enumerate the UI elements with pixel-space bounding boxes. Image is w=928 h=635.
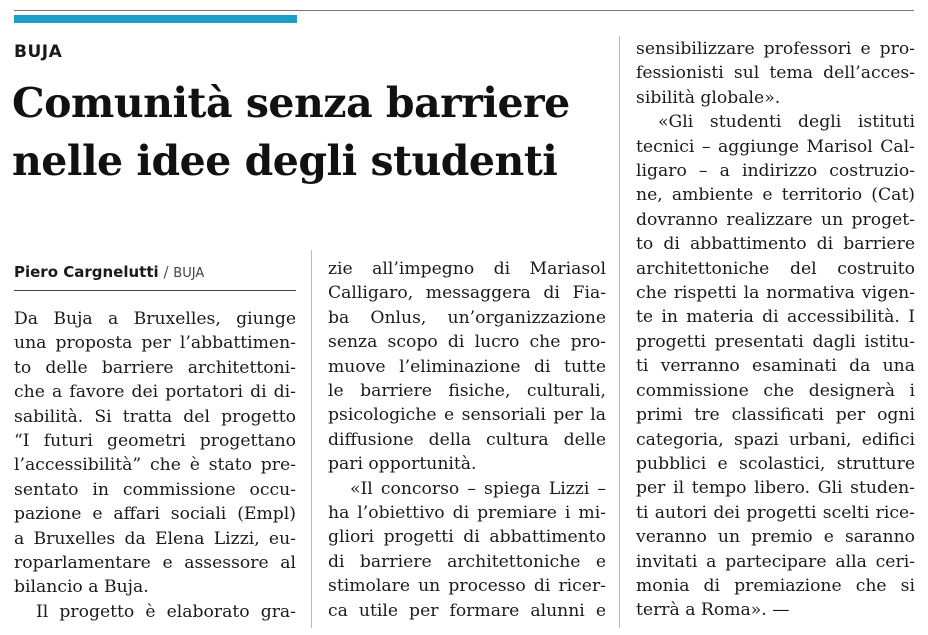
article-text-line: ne, ambiente e territorio (Cat) xyxy=(636,185,915,206)
article-text-line: «Il concorso – spiega Lizzi – xyxy=(350,478,606,499)
kicker-location: BUJA xyxy=(14,42,63,62)
article-text-line: una proposta per l’abbattimen- xyxy=(14,333,296,354)
byline-place: BUJA xyxy=(173,266,205,281)
article-text-line: di barriere architettoniche e xyxy=(328,551,606,572)
article-text-line: «Gli studenti degli istituti xyxy=(658,112,915,133)
byline xyxy=(14,263,204,281)
article-text-line: progetti presentati dagli istitu- xyxy=(636,331,915,352)
article-text-line: Il progetto è elaborato gra- xyxy=(36,601,296,622)
article-text-line: ha l’obiettivo di premiare i mi- xyxy=(328,503,606,524)
article-text-line: le barriere fisiche, culturali, xyxy=(328,381,606,402)
article-text-line: per il tempo libero. Gli studen- xyxy=(636,478,915,499)
article-text-line: commissione che designerà i xyxy=(636,380,915,401)
article-text-line: gliori progetti di abbattimento xyxy=(328,527,606,548)
article-text-line: dovranno realizzare un proget- xyxy=(636,209,915,230)
section-accent-bar xyxy=(14,15,297,23)
article-text-line: stimolare un processo di ricer- xyxy=(328,576,606,597)
article-text-line: tecnici – aggiunge Marisol Cal- xyxy=(636,136,915,157)
top-rule xyxy=(14,10,914,11)
article-column-2 xyxy=(328,257,606,623)
article-text-line: to delle barriere architettoni- xyxy=(14,357,296,378)
article-text-line: pari opportunità. xyxy=(328,454,477,475)
article-text-line: fessionisti sul tema dell’acces- xyxy=(636,63,915,84)
article-text-line: pazione e affari sociali (Empl) xyxy=(14,504,296,525)
article-text-line: terrà a Roma». — xyxy=(636,600,790,621)
headline xyxy=(12,74,622,190)
article-text-line: te in materia di accessibilità. I xyxy=(636,307,915,328)
article-text-line: Da Buja a Bruxelles, giunge xyxy=(14,309,296,329)
article-text-line: pubblici e scolastici, strutture xyxy=(636,453,915,474)
article-text-line: psicologiche e sensoriali per la xyxy=(328,405,606,426)
article-text-line: monia di premiazione che si xyxy=(636,575,915,596)
article-text-line: ti verranno esaminati da una xyxy=(636,356,915,377)
article-text-line: roparlamentare e assessore al xyxy=(14,553,296,574)
article-text-line: primi tre classificati per ogni xyxy=(636,405,915,426)
article-text-line: to di abbattimento di barriere xyxy=(636,234,915,255)
article-text-line: categoria, spazi urbani, edifici xyxy=(636,429,915,450)
article-text-line: l’accessibilità” che è stato pre- xyxy=(14,455,296,476)
article-column-3 xyxy=(636,37,915,623)
article-text-line: architettoniche del costruito xyxy=(636,258,915,279)
article-text-line: a Bruxelles da Elena Lizzi, eu- xyxy=(14,528,296,549)
article-text-line: ti autori dei progetti scelti rice- xyxy=(636,502,915,523)
article-text-line: bilancio a Buja. xyxy=(14,577,149,598)
article-text-line: sabilità. Si tratta del progetto xyxy=(14,406,296,427)
article-text-line: che rispetti la normativa vigen- xyxy=(636,283,915,304)
article-text-line: ca utile per formare alunni e xyxy=(328,600,606,621)
byline-separator: / xyxy=(163,263,169,281)
article-text-line: muove l’eliminazione di tutte xyxy=(328,356,606,377)
article-text-line: sibilità globale». xyxy=(636,87,781,108)
article-text-line: che a favore dei portatori di di- xyxy=(14,382,296,403)
article-text-line: invitati a partecipare alla ceri- xyxy=(636,551,915,572)
article-text-line: ba Onlus, un’organizzazione xyxy=(328,307,606,328)
article-text-line: diffusione della cultura delle xyxy=(328,429,606,450)
column-divider xyxy=(619,36,620,628)
byline-rule xyxy=(14,290,296,291)
headline-line: nelle idee degli studenti xyxy=(12,137,558,185)
article-text-line: ligaro – a indirizzo costruzio- xyxy=(636,161,915,182)
article-text-line: sensibilizzare professori e pro- xyxy=(636,39,915,59)
article-text-line: veranno un premio e saranno xyxy=(636,527,915,548)
article-text-line: Calligaro, messaggera di Fia- xyxy=(328,283,606,304)
column-divider xyxy=(311,250,312,628)
article-text-line: senza scopo di lucro che pro- xyxy=(328,332,606,353)
article-text-line: sentato in commissione occu- xyxy=(14,479,296,500)
byline-author: Piero Cargnelutti xyxy=(14,263,159,281)
headline-line: Comunità senza barriere xyxy=(12,79,570,127)
article-column-1 xyxy=(14,307,296,624)
article-text-line: zie all’impegno di Mariasol xyxy=(328,259,606,279)
article-text-line: “I futuri geometri progettano xyxy=(14,431,296,452)
